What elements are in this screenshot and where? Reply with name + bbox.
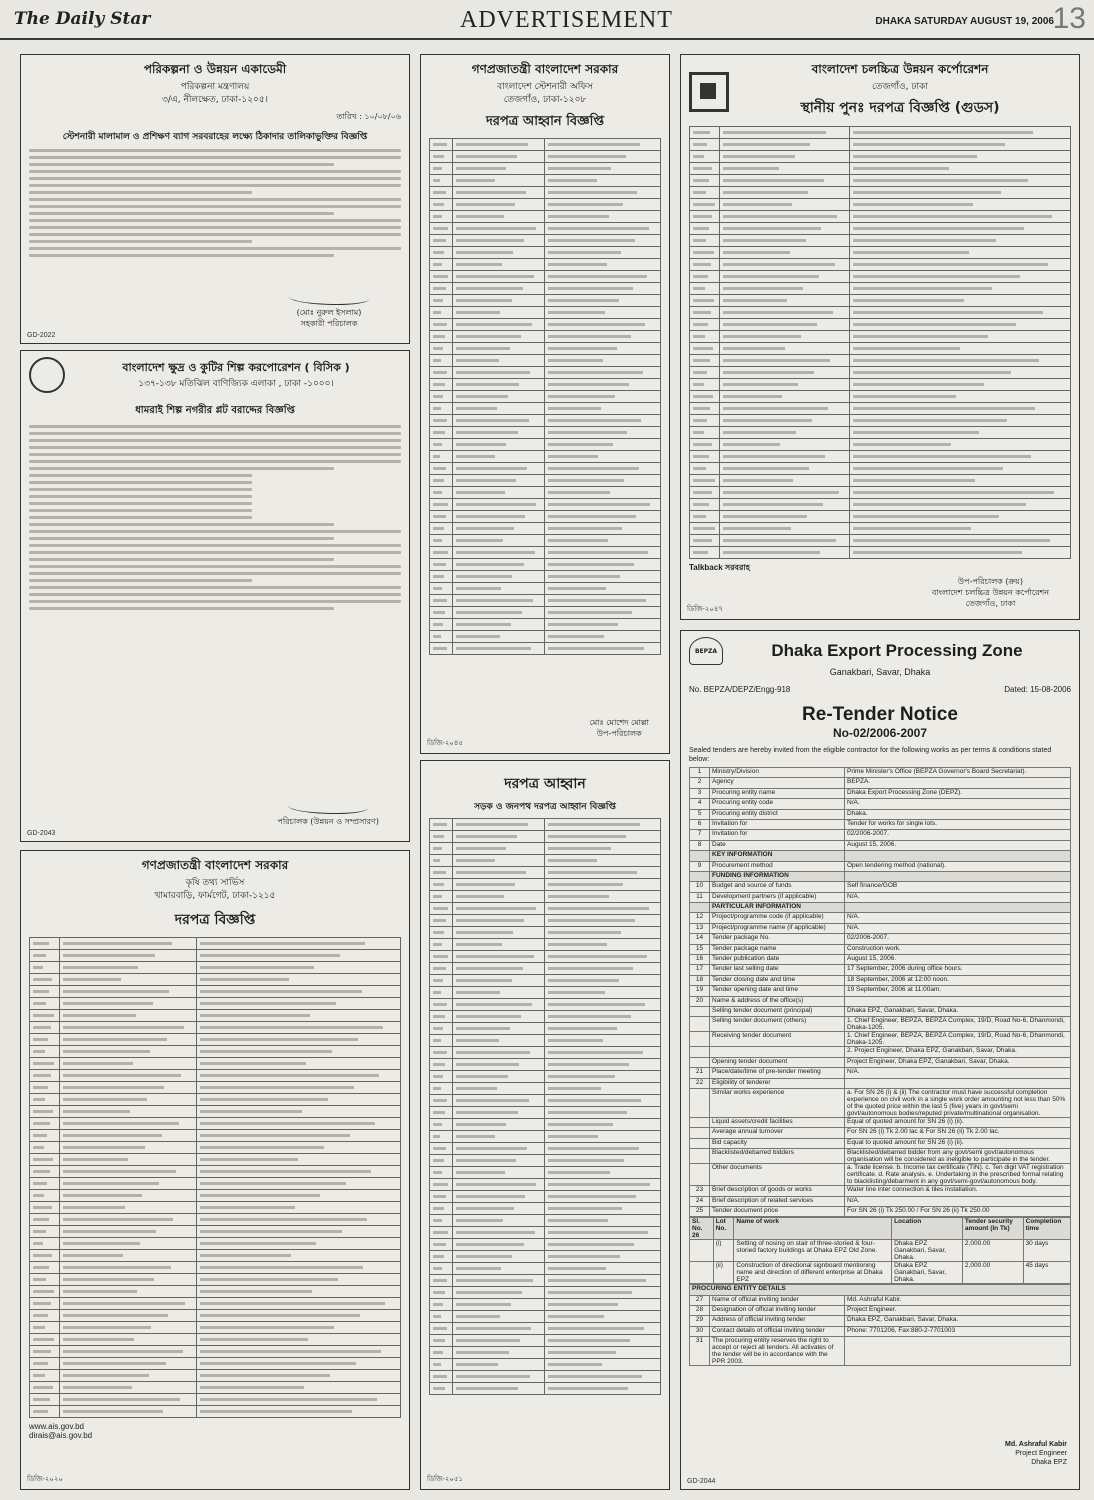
table-row — [30, 1178, 401, 1190]
ad-agri-office: কৃষি তথ্য সার্ভিস — [185, 878, 245, 888]
table-row — [430, 259, 661, 271]
table-row — [430, 1155, 661, 1167]
table-row: 7 Invitation for 02/2006-2007. — [690, 830, 1071, 840]
table-row — [430, 487, 661, 499]
table-row — [430, 963, 661, 975]
ad-bscic-title: ধামরাই শিল্প নগরীর প্লট বরাদ্দের বিজ্ঞপ্তি — [135, 405, 295, 416]
ad-bfdc-code: ডিজি-২০৪৭ — [687, 606, 723, 613]
table-row — [30, 938, 401, 950]
table-row — [430, 1371, 661, 1383]
table-row: 27 Name of official inviting tender Md. Ashraful Kabir. — [690, 1295, 1071, 1305]
table-row — [690, 475, 1071, 487]
table-row: Selling tender document (others) 1. Chief Engineer, BEPZA, BEPZA Complex, 19/D, Road No-6, Dhanmondi, Dhaka-1205. — [690, 1017, 1071, 1032]
table-row — [430, 987, 661, 999]
ad-pard-ministry: পরিকল্পনা মন্ত্রণালয় — [180, 82, 250, 92]
table-row: 19 Tender opening date and time 19 September, 2006 at 11:00am. — [690, 986, 1071, 996]
table-row: 29 Address of official inviting tender Dhaka EPZ, Ganakbari, Savar, Dhaka. — [690, 1316, 1071, 1326]
table-row: Blacklisted/debarred bidders Blacklisted/debarred bidder from any govt/semi govt/autonomous organisation will be considered as ineligible to participate in the tender. — [690, 1149, 1071, 1164]
table-row — [430, 523, 661, 535]
table-row: Average annual turnover For SN 26 (i) Tk 2.00 lac & For SN 26 (ii) Tk 2.00 lac. — [690, 1128, 1071, 1138]
table-row — [30, 1142, 401, 1154]
ad-epz-intro: Sealed tenders are hereby invited from the eligible contractor for the following works as per terms & conditions stated below: — [689, 747, 1052, 763]
ad-stationery-code: ডিজি-২০৪৫ — [427, 740, 463, 747]
table-header-row: PROCURING ENTITY DETAILS — [690, 1285, 1071, 1295]
table-row — [430, 403, 661, 415]
table-row: 21 Place/date/time of pre-tender meeting N/A. — [690, 1068, 1071, 1078]
ad-agri-table — [29, 937, 401, 1418]
table-row: 16 Tender publication date August 15, 2006. — [690, 955, 1071, 965]
ad-epz-title: Re-Tender Notice — [802, 704, 958, 725]
table-row — [430, 855, 661, 867]
table-row — [430, 235, 661, 247]
table-row — [690, 127, 1071, 139]
ad-pard-date: তারিখ : ১০/০৮/০৬ — [336, 112, 401, 121]
table-row — [430, 499, 661, 511]
table-row — [430, 559, 661, 571]
ad-pard-body — [29, 149, 401, 257]
table-row: 31 The procuring entity reserves the right to accept or reject all tenders. All activates of the tender will be in accordance with the PPR 2003. — [690, 1337, 1071, 1366]
table-row — [30, 1382, 401, 1394]
ad-bscic — [20, 350, 410, 842]
table-row — [690, 319, 1071, 331]
table-row — [690, 547, 1071, 559]
ad-epz — [680, 630, 1080, 1490]
table-row — [430, 1239, 661, 1251]
table-row — [430, 343, 661, 355]
ad-stationery-title: দরপত্র আহ্বান বিজ্ঞপ্তি — [485, 114, 605, 129]
ad-stationery-office: বাংলাদেশ স্টেশনারী অফিস — [497, 82, 593, 92]
table-row — [430, 1359, 661, 1371]
table-row — [690, 283, 1071, 295]
table-row — [430, 1323, 661, 1335]
table-row — [30, 1106, 401, 1118]
table-row — [430, 819, 661, 831]
table-row — [430, 1347, 661, 1359]
table-row: 30 Contact details of official inviting tender Phone: 7701206, Fax:880-2-7701003 — [690, 1326, 1071, 1336]
table-row — [430, 1215, 661, 1227]
table-row — [430, 843, 661, 855]
ad-epz-works-table — [689, 1217, 1071, 1284]
ad-bfdc-signature: উপ-পরিচালক (ক্রয়) বাংলাদেশ চলচ্চিত্র উন্নয়ন কর্পোরেশন তেজগাঁও, ঢাকা — [931, 577, 1049, 608]
table-row — [430, 1167, 661, 1179]
table-row — [430, 271, 661, 283]
table-row — [690, 499, 1071, 511]
table-row — [430, 199, 661, 211]
table-row: 11 Development partners (if applicable) N/A. — [690, 892, 1071, 902]
table-row — [430, 831, 661, 843]
table-row — [430, 391, 661, 403]
table-row: 20 Name & address of the office(s) — [690, 996, 1071, 1006]
ad-pard-org: পরিকল্পনা ও উন্নয়ন একাডেমী — [143, 62, 287, 76]
table-row — [30, 950, 401, 962]
table-row — [30, 1166, 401, 1178]
table-row: Opening tender document Project Engineer, Dhaka EPZ, Ganakbari, Savar, Dhaka. — [690, 1057, 1071, 1067]
table-row — [430, 1095, 661, 1107]
table-row — [690, 427, 1071, 439]
table-row — [430, 571, 661, 583]
table-row — [30, 1154, 401, 1166]
table-row — [690, 199, 1071, 211]
table-row: 25 Tender document price For SN 26 (i) Tk 250.00 / For SN 26 (ii) Tk 250.00 — [690, 1206, 1071, 1216]
table-row — [690, 223, 1071, 235]
table-row — [690, 331, 1071, 343]
table-row — [430, 319, 661, 331]
table-row — [430, 1191, 661, 1203]
table-row — [430, 927, 661, 939]
table-row — [430, 1263, 661, 1275]
table-row: Bid capacity Equal to quoted amount for SN 26 (i) (ii). — [690, 1138, 1071, 1148]
ad-roads-subtitle: সড়ক ও জনপথ দরপত্র আহ্বান বিজ্ঞপ্তি — [474, 802, 616, 812]
ad-roads-code: ডিজি-২০৫১ — [427, 1476, 463, 1483]
table-row — [30, 974, 401, 986]
table-row — [30, 1070, 401, 1082]
table-row: 14 Tender package No. 02/2006-2007. — [690, 934, 1071, 944]
table-row: Similar works experience a. For SN 26 (i) & (ii) The contractor must have successful completion experience on civil work in a single work order amounting not less than 50% of the quoted price within the last 5 (five) years in govt/semi govt/autonomous bodies/reputed private/multinational organisation. — [690, 1088, 1071, 1117]
table-row — [690, 307, 1071, 319]
section-title: ADVERTISEMENT — [460, 7, 673, 33]
ad-agri-org: গণপ্রজাতন্ত্রী বাংলাদেশ সরকার — [141, 858, 289, 872]
table-row: PARTICULAR INFORMATION — [690, 903, 1071, 913]
table-row — [430, 511, 661, 523]
table-row — [690, 247, 1071, 259]
table-row — [430, 1383, 661, 1395]
table-row — [430, 951, 661, 963]
table-row — [430, 1287, 661, 1299]
ad-bfdc-title: স্থানীয় পুনঃ দরপত্র বিজ্ঞপ্তি (গুডস) — [800, 100, 1000, 116]
table-row — [430, 1227, 661, 1239]
ad-bscic-signature: পরিচালক (উন্নয়ন ও সম্প্রসারণ) — [277, 800, 379, 827]
table-row — [430, 1035, 661, 1047]
table-row — [30, 1286, 401, 1298]
table-row — [430, 867, 661, 879]
table-row: 5 Procuring entity district Dhaka. — [690, 809, 1071, 819]
ad-epz-number: No-02/2006-2007 — [832, 726, 928, 740]
table-row — [430, 427, 661, 439]
table-row — [30, 1214, 401, 1226]
table-row — [430, 1131, 661, 1143]
table-row: 23 Brief description of goods or works Water line inter connection & tiles installation. — [690, 1186, 1071, 1196]
table-row — [430, 1335, 661, 1347]
table-row: 10 Budget and source of funds Self finance/GOB — [690, 882, 1071, 892]
ad-agri-email[interactable]: dirais@ais.gov.bd — [29, 1431, 93, 1440]
ad-stationery-org: গণপ্রজাতন্ত্রী বাংলাদেশ সরকার — [471, 62, 619, 76]
ad-bscic-org: বাংলাদেশ ক্ষুদ্র ও কুটির শিল্প করপোরেশন ( বিসিক ) — [122, 361, 350, 374]
table-row — [30, 1034, 401, 1046]
table-row — [30, 998, 401, 1010]
ad-pard — [20, 54, 410, 344]
table-row — [30, 1202, 401, 1214]
table-row — [690, 139, 1071, 151]
table-row — [430, 187, 661, 199]
newspaper-name: The Daily Star — [14, 9, 151, 29]
ad-epz-dated: Dated: 15-08-2006 — [1004, 685, 1071, 694]
table-row — [690, 535, 1071, 547]
table-row: KEY INFORMATION — [690, 851, 1071, 861]
table-row — [430, 151, 661, 163]
table-row — [30, 986, 401, 998]
ad-stationery-table — [429, 138, 661, 655]
table-row — [430, 163, 661, 175]
table-row — [690, 463, 1071, 475]
table-row — [690, 343, 1071, 355]
ad-epz-ref: No. BEPZA/DEPZ/Engg-918 — [689, 685, 791, 694]
table-header-row: Sl. No. 26 Lot No. Name of work Location Tender security amount (In Tk) Completion time — [690, 1218, 1071, 1240]
table-row — [30, 1226, 401, 1238]
table-row: 28 Designation of official inviting tender Project Engineer. — [690, 1306, 1071, 1316]
table-row — [690, 511, 1071, 523]
ad-pard-address: ৩/এ, নীলক্ষেত, ঢাকা-১২০৫। — [162, 95, 268, 105]
table-row — [30, 1394, 401, 1406]
table-row — [690, 187, 1071, 199]
page-number: 13 — [1052, 2, 1086, 35]
table-row — [430, 1107, 661, 1119]
table-row — [430, 547, 661, 559]
ad-stationery-signature: মোঃ মোশেদ মোল্লা উপ-পরিচালক — [589, 718, 649, 738]
table-row — [690, 163, 1071, 175]
masthead — [0, 0, 1094, 40]
table-row — [430, 1179, 661, 1191]
ad-stationery — [420, 54, 670, 754]
table-row: 17 Tender last selling date 17 September, 2006 during office hours. — [690, 965, 1071, 975]
ad-agri-code: ডিজি-২০২০ — [27, 1476, 63, 1483]
table-row — [30, 1322, 401, 1334]
table-row — [430, 1083, 661, 1095]
ad-stationery-address: তেজগাঁও, ঢাকা-১২০৮ — [503, 95, 587, 105]
table-row — [30, 1118, 401, 1130]
table-row — [30, 1190, 401, 1202]
table-row — [430, 139, 661, 151]
ad-bfdc-table — [689, 126, 1071, 559]
table-row: 13 Project/programme name (if applicable) N/A. — [690, 923, 1071, 933]
table-row — [430, 355, 661, 367]
table-row — [430, 1275, 661, 1287]
table-row — [690, 523, 1071, 535]
ad-agri-title: দরপত্র বিজ্ঞপ্তি — [174, 912, 256, 928]
table-row — [30, 962, 401, 974]
ad-pard-signature: (মোঃ নুরুল ইসলাম) সহকারী পরিচালক — [289, 291, 369, 329]
table-row — [430, 175, 661, 187]
dateline: DHAKA SATURDAY AUGUST 19, 2006 — [875, 16, 1054, 27]
table-row — [430, 475, 661, 487]
table-row — [30, 1238, 401, 1250]
table-row — [430, 999, 661, 1011]
table-row: Selling tender document (principal) Dhaka EPZ, Ganakbari, Savar, Dhaka. — [690, 1006, 1071, 1016]
table-row — [30, 1274, 401, 1286]
bfdc-logo-icon — [689, 72, 729, 112]
ad-epz-table — [689, 767, 1071, 1217]
table-row — [430, 915, 661, 927]
table-row — [430, 643, 661, 655]
table-row — [430, 1143, 661, 1155]
table-row — [430, 939, 661, 951]
table-row — [430, 1071, 661, 1083]
table-row: 12 Project/programme code (if applicable) N/A. — [690, 913, 1071, 923]
table-row — [430, 891, 661, 903]
table-row — [690, 439, 1071, 451]
table-row — [430, 211, 661, 223]
table-row — [430, 451, 661, 463]
ad-roads-table — [429, 818, 661, 1395]
table-row — [690, 175, 1071, 187]
table-row — [30, 1346, 401, 1358]
table-row — [30, 1298, 401, 1310]
table-row — [430, 367, 661, 379]
table-row — [30, 1250, 401, 1262]
table-row: 15 Tender package name Construction work. — [690, 944, 1071, 954]
table-row: 6 Invitation for Tender for works for single lots. — [690, 819, 1071, 829]
ad-agri-address: খামারবাড়ি, ফার্মগেট, ঢাকা-১২১৫ — [154, 891, 276, 901]
table-row — [30, 1358, 401, 1370]
ad-bscic-body — [29, 425, 401, 610]
table-row — [30, 1094, 401, 1106]
ad-bscic-code: GD-2043 — [27, 830, 56, 837]
table-row — [430, 295, 661, 307]
table-row — [30, 1046, 401, 1058]
table-row — [30, 1082, 401, 1094]
table-row — [430, 619, 661, 631]
ad-pard-code: GD-2022 — [27, 332, 56, 339]
table-row — [690, 271, 1071, 283]
table-row — [690, 403, 1071, 415]
table-row: (i) Setting of nosing on stair of three-storied & four-storied factory buildings at Dhaka EPZ Old Zone. Dhaka EPZ Ganakbari, Savar, Dhaka. 2,000.00 30 days — [690, 1240, 1071, 1262]
table-row — [430, 415, 661, 427]
table-row — [430, 463, 661, 475]
table-row — [30, 1262, 401, 1274]
table-row — [430, 1011, 661, 1023]
table-row: 1 Ministry/Division Prime Minister's Office (BEPZA Governor's Board Secretariat). — [690, 768, 1071, 778]
table-row: 9 Procurement method Open tendering method (national). — [690, 861, 1071, 871]
table-row — [30, 1406, 401, 1418]
table-row — [430, 1251, 661, 1263]
ad-agri — [20, 850, 410, 1490]
table-row: 8 Date August 15, 2006. — [690, 840, 1071, 850]
ad-bfdc-address: তেজগাঁও, ঢাকা — [872, 82, 928, 92]
table-row — [430, 1119, 661, 1131]
table-row — [430, 1311, 661, 1323]
ad-bfdc-org: বাংলাদেশ চলচ্চিত্র উন্নয়ন কর্পোরেশন — [811, 62, 989, 76]
ad-epz-name: Dhaka Export Processing Zone — [771, 641, 1023, 660]
table-row — [430, 1023, 661, 1035]
ad-bfdc-item: Talkback সরবরাহ — [689, 563, 750, 572]
table-row — [430, 223, 661, 235]
table-row: Other documents a. Trade license. b. Income tax certificate (TIN). c. Ten digit VAT registration certificate. d. Rate analysis. e. Undertaking in the prescribed formal relating to blacklisting/debarment in any govt/semi-govt/autonomous body. — [690, 1164, 1071, 1186]
table-row: (ii) Construction of directional signboard mentioning name and direction of different enterprise at Dhaka EPZ Dhaka EPZ Ganakbari, Savar, Dhaka. 2,000.00 45 days — [690, 1262, 1071, 1284]
table-row — [690, 295, 1071, 307]
table-row — [690, 451, 1071, 463]
table-row — [690, 259, 1071, 271]
table-row: 2 Agency BEPZA. — [690, 778, 1071, 788]
table-row: FUNDING INFORMATION — [690, 871, 1071, 881]
table-row — [690, 379, 1071, 391]
table-row — [30, 1310, 401, 1322]
table-row — [30, 1058, 401, 1070]
ad-bfdc — [680, 54, 1080, 620]
table-row — [690, 367, 1071, 379]
table-row: 2. Project Engineer, Dhaka EPZ, Ganakbari, Savar, Dhaka. — [690, 1047, 1071, 1057]
table-row — [690, 415, 1071, 427]
ad-agri-url[interactable]: www.ais.gov.bd — [29, 1422, 84, 1431]
table-row — [430, 439, 661, 451]
table-row — [690, 235, 1071, 247]
table-row — [430, 879, 661, 891]
table-row — [430, 307, 661, 319]
table-row — [430, 903, 661, 915]
table-row: 4 Procuring entity code N/A. — [690, 799, 1071, 809]
table-row — [430, 535, 661, 547]
table-row — [30, 1130, 401, 1142]
table-row — [690, 211, 1071, 223]
table-row: 22 Eligibility of tenderer — [690, 1078, 1071, 1088]
table-row — [430, 595, 661, 607]
table-row: 24 Brief description of related services N/A. — [690, 1196, 1071, 1206]
table-row — [430, 1059, 661, 1071]
table-row — [30, 1370, 401, 1382]
table-row: 3 Procuring entity name Dhaka Export Processing Zone (DEPZ). — [690, 788, 1071, 798]
ad-epz-code: GD-2044 — [687, 1478, 716, 1485]
table-row — [30, 1334, 401, 1346]
table-row — [430, 607, 661, 619]
ad-pard-title: স্টেশনারী মালামাল ও প্রশিক্ষণ ব্যাগ সরবরাহের লক্ষ্যে ঠিকাদার তালিকাভুক্তির বিজ্ঞপ্তি — [62, 132, 368, 142]
table-row: Receiving tender document 1. Chief Engineer, BEPZA, BEPZA Complex, 19/D, Road No-6, Dhanmondi, Dhaka-1205. — [690, 1032, 1071, 1047]
ad-epz-place: Ganakbari, Savar, Dhaka — [829, 667, 931, 677]
table-row — [430, 379, 661, 391]
table-row — [690, 355, 1071, 367]
table-row — [430, 247, 661, 259]
ad-roads — [420, 760, 670, 1490]
table-row — [30, 1022, 401, 1034]
table-row — [430, 1299, 661, 1311]
table-row — [690, 151, 1071, 163]
table-row — [690, 391, 1071, 403]
table-row — [430, 583, 661, 595]
table-row — [430, 631, 661, 643]
ad-roads-title: দরপত্র আহ্বান — [504, 776, 586, 792]
table-row: 18 Tender closing date and time 18 September, 2006 at 12:00 noon. — [690, 975, 1071, 985]
table-row — [430, 283, 661, 295]
table-row — [430, 975, 661, 987]
table-row: Liquid assets/credit facilities Equal of quoted amount for SN 26 (i) (ii). — [690, 1117, 1071, 1127]
ad-epz-signature: Md. Ashraful Kabir Project Engineer Dhaka EPZ — [1005, 1441, 1067, 1466]
table-row — [430, 331, 661, 343]
table-row — [430, 1203, 661, 1215]
bscic-seal-icon — [29, 357, 65, 393]
bepza-logo-icon: BEPZA — [689, 637, 723, 665]
ad-epz-entity-table — [689, 1284, 1071, 1366]
table-row — [30, 1010, 401, 1022]
table-row — [430, 1047, 661, 1059]
table-row — [690, 487, 1071, 499]
ad-bscic-address: ১৩৭-১৩৮ মতিঝিল বাণিজ্যিক এলাকা , ঢাকা -১০০০। — [138, 379, 334, 389]
